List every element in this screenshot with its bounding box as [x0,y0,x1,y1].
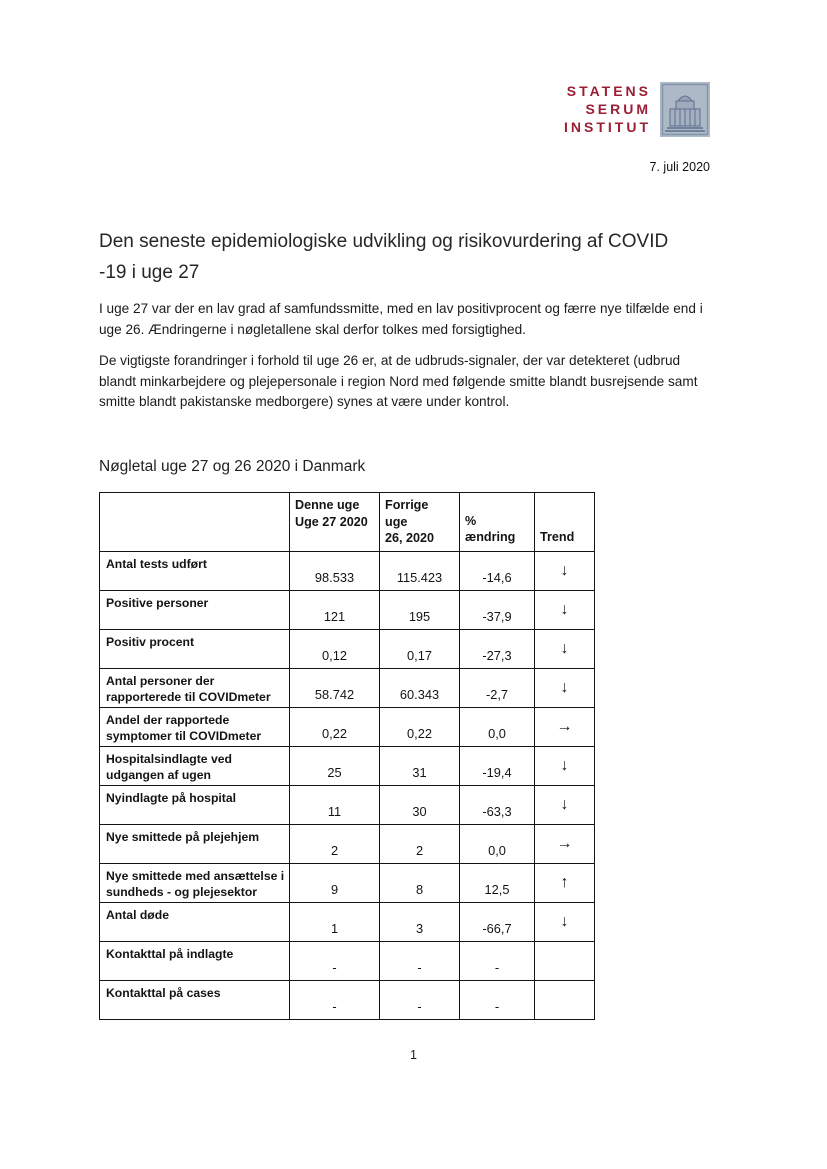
row-label-cell: Antal personer der rapporterede til COVIDmeter [100,668,290,707]
trend-cell [535,980,595,1019]
current-week-cell: 9 [290,863,380,902]
header-current-week [290,493,380,552]
ssi-logo [564,82,710,137]
trend-arrow-icon: ↓ [560,912,569,930]
current-week-cell: - [290,980,380,1019]
current-week-cell: 2 [290,824,380,863]
current-week-cell: 1 [290,902,380,941]
logo-line: SERUM [585,101,651,117]
trend-arrow-icon: → [556,834,573,852]
table-row [100,707,595,746]
percent-change-cell: 0,0 [460,707,535,746]
current-week-cell: 11 [290,785,380,824]
previous-week-cell: - [380,941,460,980]
percent-change-cell: 12,5 [460,863,535,902]
table-header-row [100,493,595,552]
trend-arrow-icon: ↓ [560,600,569,618]
current-week-cell: 121 [290,590,380,629]
key-figures-table [99,492,595,1020]
header-line: Forrige uge [385,498,429,529]
row-label-cell: Nye smittede med ansættelse i sundheds - og plejesektor [100,863,290,902]
percent-change-cell: -27,3 [460,629,535,668]
row-label-cell: Kontakttal på cases [100,980,290,1019]
previous-week-cell: 3 [380,902,460,941]
trend-arrow-icon: ↓ [560,639,569,657]
trend-arrow-icon: ↓ [560,561,569,579]
table-row [100,980,595,1019]
percent-change-cell: - [460,941,535,980]
row-label-cell: Nye smittede på plejehjem [100,824,290,863]
trend-cell [535,902,595,941]
percent-change-cell: -66,7 [460,902,535,941]
table-row [100,941,595,980]
previous-week-cell: 31 [380,746,460,785]
current-week-cell: 98.533 [290,551,380,590]
row-label-cell: Kontakttal på indlagte [100,941,290,980]
header-line: Denne uge [295,498,360,512]
table-heading: Nøgletal uge 27 og 26 2020 i Danmark [99,458,366,475]
logo-line: STATENS [566,83,651,99]
trend-cell [535,590,595,629]
intro-paragraph: I uge 27 var der en lav grad af samfundssmitte, med en lav positivprocent og færre nye tilfælde end i uge 26. Ændringerne i nøgletallene skal derfor tolkes med forsigtighed. [99,301,703,337]
previous-week-cell: 0,22 [380,707,460,746]
row-label-cell: Positive personer [100,590,290,629]
previous-week-cell: 115.423 [380,551,460,590]
header-line: Uge 27 2020 [295,514,368,529]
table-row [100,668,595,707]
trend-arrow-icon: ↑ [560,873,569,891]
logo-line: INSTITUT [564,119,651,135]
table-row [100,746,595,785]
header-trend: Trend [535,493,595,552]
table-row [100,902,595,941]
row-label-cell: Nyindlagte på hospital [100,785,290,824]
trend-cell [535,629,595,668]
current-week-cell: - [290,941,380,980]
document-title: Den seneste epidemiologiske udvikling og risikovurdering af COVID -19 i uge 27 [99,231,669,283]
previous-week-cell: 2 [380,824,460,863]
row-label-cell: Antal tests udført [100,551,290,590]
percent-change-cell: -63,3 [460,785,535,824]
current-week-cell: 25 [290,746,380,785]
table-row [100,824,595,863]
table-row [100,629,595,668]
trend-cell [535,785,595,824]
trend-arrow-icon: ↓ [560,756,569,774]
table-row [100,863,595,902]
header-percent-change: % ændring [460,493,535,552]
row-label-cell: Andel der rapportede symptomer til COVIDmeter [100,707,290,746]
previous-week-cell: 30 [380,785,460,824]
table-row [100,590,595,629]
key-figures-table-body [100,551,595,1019]
trend-cell [535,863,595,902]
current-week-cell: 0,22 [290,707,380,746]
intro-section [99,299,717,413]
percent-change-cell: -2,7 [460,668,535,707]
trend-cell [535,746,595,785]
previous-week-cell: 60.343 [380,668,460,707]
table-row [100,551,595,590]
trend-cell [535,551,595,590]
trend-arrow-icon: ↓ [560,678,569,696]
header-previous-week [380,493,460,552]
trend-cell [535,707,595,746]
ssi-building-icon [660,82,710,137]
trend-arrow-icon: → [556,717,573,735]
intro-paragraph: De vigtigste forandringer i forhold til uge 26 er, at de udbruds-signaler, der var detekteret (udbrud blandt minkarbejdere og plejepersonale i region Nord med følgende smitte blandt busrejsende samt smitte blandt pakistanske medborgere) synes at være under kontrol. [99,353,698,409]
percent-change-cell: 0,0 [460,824,535,863]
table-row [100,785,595,824]
ssi-logo-wordmark [564,82,651,136]
row-label-cell: Positiv procent [100,629,290,668]
percent-change-cell: -37,9 [460,590,535,629]
percent-change-cell: - [460,980,535,1019]
current-week-cell: 0,12 [290,629,380,668]
trend-cell [535,668,595,707]
header-line: 26, 2020 [385,531,435,545]
previous-week-cell: 0,17 [380,629,460,668]
document-date: 7. juli 2020 [649,160,710,174]
row-label-cell: Antal døde [100,902,290,941]
current-week-cell: 58.742 [290,668,380,707]
trend-arrow-icon: ↓ [560,795,569,813]
trend-cell [535,824,595,863]
previous-week-cell: 195 [380,590,460,629]
header-empty-cell [100,493,290,552]
percent-change-cell: -14,6 [460,551,535,590]
trend-cell [535,941,595,980]
percent-change-cell: -19,4 [460,746,535,785]
previous-week-cell: 8 [380,863,460,902]
page-number: 1 [410,1048,417,1062]
previous-week-cell: - [380,980,460,1019]
row-label-cell: Hospitalsindlagte ved udgangen af ugen [100,746,290,785]
